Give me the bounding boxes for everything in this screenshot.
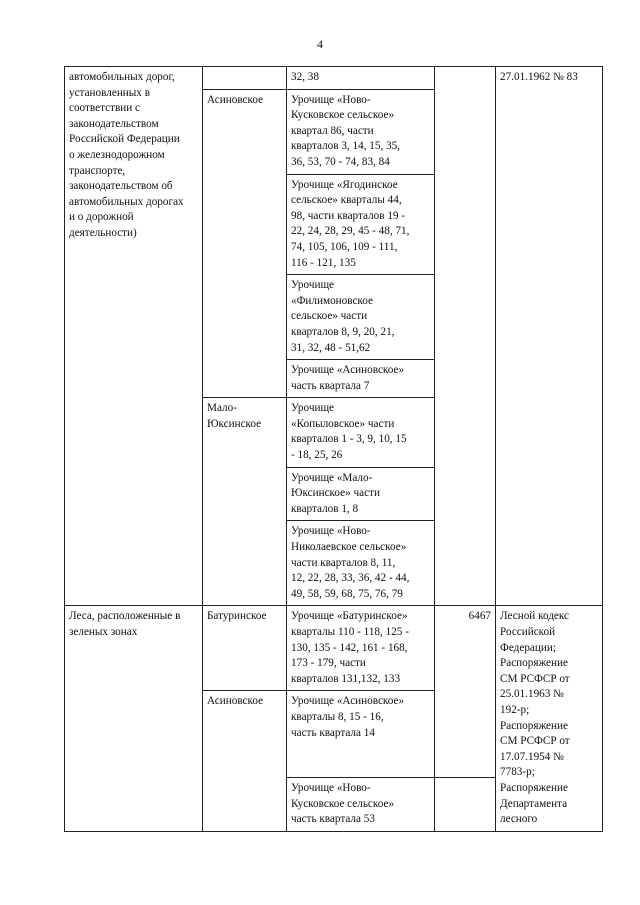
text-line: Асиновское — [207, 93, 264, 106]
text-line: Урочище «Асиновское» — [291, 364, 405, 377]
text-line: Урочище «Асиновское» — [291, 695, 405, 708]
text-line: Кусковское сельское» — [291, 109, 395, 122]
text-line: часть квартала 7 — [291, 379, 370, 392]
text-line: установленных в — [69, 86, 150, 99]
text-line: 27.01.1962 № 83 — [500, 71, 578, 83]
text-line: 17.07.1954 № — [500, 750, 564, 763]
text-line: законодательством об — [69, 180, 173, 193]
text-line: Кусковское сельское» — [291, 797, 395, 810]
description-cell — [287, 275, 435, 360]
text-line: - 18, 25, 26 — [291, 449, 343, 462]
description-text — [291, 694, 430, 741]
description-text — [291, 178, 430, 272]
text-line: Урочище «Мало- — [291, 471, 373, 484]
text-line: части кварталов 8, 11, — [291, 556, 396, 569]
text-line: Федерации; — [500, 641, 556, 654]
description-cell — [287, 360, 435, 398]
text-line: о железнодорожном — [69, 148, 165, 161]
district-cell — [203, 606, 287, 691]
text-line: Российской — [500, 626, 556, 638]
text-line: 36, 53, 70 - 74, 83, 84 — [291, 155, 390, 168]
decree-text — [500, 70, 598, 86]
text-line: кварталы 110 - 118, 125 - — [291, 626, 409, 638]
category-cell — [65, 67, 203, 606]
text-line: часть квартала 53 — [291, 813, 375, 826]
text-line: кварталов 1 - 3, 9, 10, 15 — [291, 433, 407, 446]
text-line: соответствии с — [69, 102, 140, 115]
description-cell — [287, 521, 435, 606]
area-value: 6467 — [468, 610, 491, 623]
text-line: Урочище «Ново- — [291, 93, 371, 106]
text-line: часть квартала 14 — [291, 726, 375, 739]
text-line: кварталов 8, 9, 20, 21, — [291, 325, 395, 338]
text-line: Урочище — [291, 279, 335, 292]
text-line: СМ РСФСР от — [500, 672, 570, 685]
text-line: Урочище — [291, 402, 335, 415]
description-text — [291, 363, 430, 394]
text-line: 98, части кварталов 19 - — [291, 209, 406, 222]
text-line: Распоряжение — [500, 719, 568, 732]
text-line: 173 - 179, части — [291, 657, 366, 670]
text-line: Распоряжение — [500, 657, 568, 670]
description-cell — [287, 606, 435, 691]
text-line: деятельности) — [69, 226, 137, 239]
district-name — [207, 694, 282, 710]
text-line: Урочище «Ново- — [291, 781, 371, 794]
page-number: 4 — [317, 37, 323, 51]
text-line: кварталов 1, 8 — [291, 502, 359, 515]
description-text — [291, 278, 430, 356]
text-line: Урочище «Батуринское» — [291, 610, 408, 623]
land-category-table — [64, 66, 603, 832]
text-line: 192-р; — [500, 703, 530, 716]
text-line: Асиновское — [207, 695, 264, 708]
text-line: Российской Федерации — [69, 133, 180, 146]
text-line: автомобильных дорогах — [69, 195, 184, 208]
text-line: Распоряжение — [500, 781, 568, 794]
description-cell — [287, 398, 435, 467]
text-line: Юксинское — [207, 417, 262, 430]
text-line: Юксинское» части — [291, 487, 380, 500]
description-cell — [287, 89, 435, 174]
category-text — [69, 609, 198, 640]
text-line: лесного — [500, 813, 538, 826]
description-cell — [287, 67, 435, 90]
area-cell — [435, 606, 496, 778]
decree-cell — [496, 67, 603, 606]
district-cell — [203, 89, 287, 398]
text-line: Урочище «Ягодинское — [291, 178, 398, 191]
text-line: 74, 105, 106, 109 - 111, — [291, 240, 398, 253]
description-text — [291, 781, 430, 828]
text-line: кварталов 131,132, 133 — [291, 672, 401, 685]
description-text — [291, 471, 430, 518]
description-text — [291, 93, 430, 171]
text-line: законодательством — [69, 117, 159, 130]
description-text — [291, 524, 430, 602]
text-line: автомобильных дорог, — [69, 71, 175, 83]
table-row — [65, 67, 603, 90]
district-cell — [203, 691, 287, 831]
text-line: Урочище «Ново- — [291, 525, 371, 538]
text-line: 130, 135 - 142, 161 - 168, — [291, 641, 408, 654]
district-name — [207, 609, 282, 625]
text-line: квартал 86, части — [291, 124, 374, 137]
area-cell — [435, 67, 496, 606]
text-line: Лесной кодекс — [500, 610, 570, 623]
district-cell — [203, 398, 287, 606]
description-cell — [287, 467, 435, 521]
description-text — [291, 609, 430, 687]
text-line: Николаевское сельское» — [291, 541, 407, 554]
text-line: СМ РСФСР от — [500, 735, 570, 748]
text-line: Департамента — [500, 797, 568, 810]
table-row — [65, 606, 603, 691]
description-cell — [287, 691, 435, 778]
text-line: кварталов 3, 14, 15, 35, — [291, 140, 401, 153]
district-name — [207, 93, 282, 109]
text-line: и о дорожной — [69, 211, 134, 224]
district-cell — [203, 67, 287, 90]
decree-text — [500, 609, 598, 827]
text-line: транспорте, — [69, 164, 126, 177]
category-cell — [65, 606, 203, 831]
district-name — [207, 401, 282, 432]
text-line: Мало- — [207, 402, 237, 415]
text-line: «Филимоновское — [291, 294, 373, 307]
decree-cell — [496, 606, 603, 831]
text-line: сельское» части — [291, 310, 368, 323]
text-line: кварталы 8, 15 - 16, — [291, 710, 384, 723]
text-line: 31, 32, 48 - 51,62 — [291, 341, 371, 354]
text-line: сельское» кварталы 44, — [291, 194, 402, 207]
text-line: 49, 58, 59, 68, 75, 76, 79 — [291, 587, 403, 600]
text-line: Леса, расположенные в — [69, 610, 181, 623]
text-line: «Копыловское» части — [291, 417, 395, 430]
area-cell — [435, 777, 496, 831]
text-line: 116 - 121, 135 — [291, 256, 356, 269]
text-line: 12, 22, 28, 33, 36, 42 - 44, — [291, 572, 410, 585]
description-cell — [287, 777, 435, 831]
description-text — [291, 401, 430, 463]
text-line: 7783-р; — [500, 766, 535, 779]
text-line: 25.01.1963 № — [500, 688, 564, 701]
text-line: зеленых зонах — [69, 626, 138, 638]
description-text — [291, 70, 430, 86]
description-cell — [287, 174, 435, 275]
category-text — [69, 70, 198, 242]
text-line: Батуринское — [207, 610, 267, 623]
text-line: 22, 24, 28, 29, 45 - 48, 71, — [291, 225, 410, 238]
text-line: 32, 38 — [291, 71, 319, 83]
